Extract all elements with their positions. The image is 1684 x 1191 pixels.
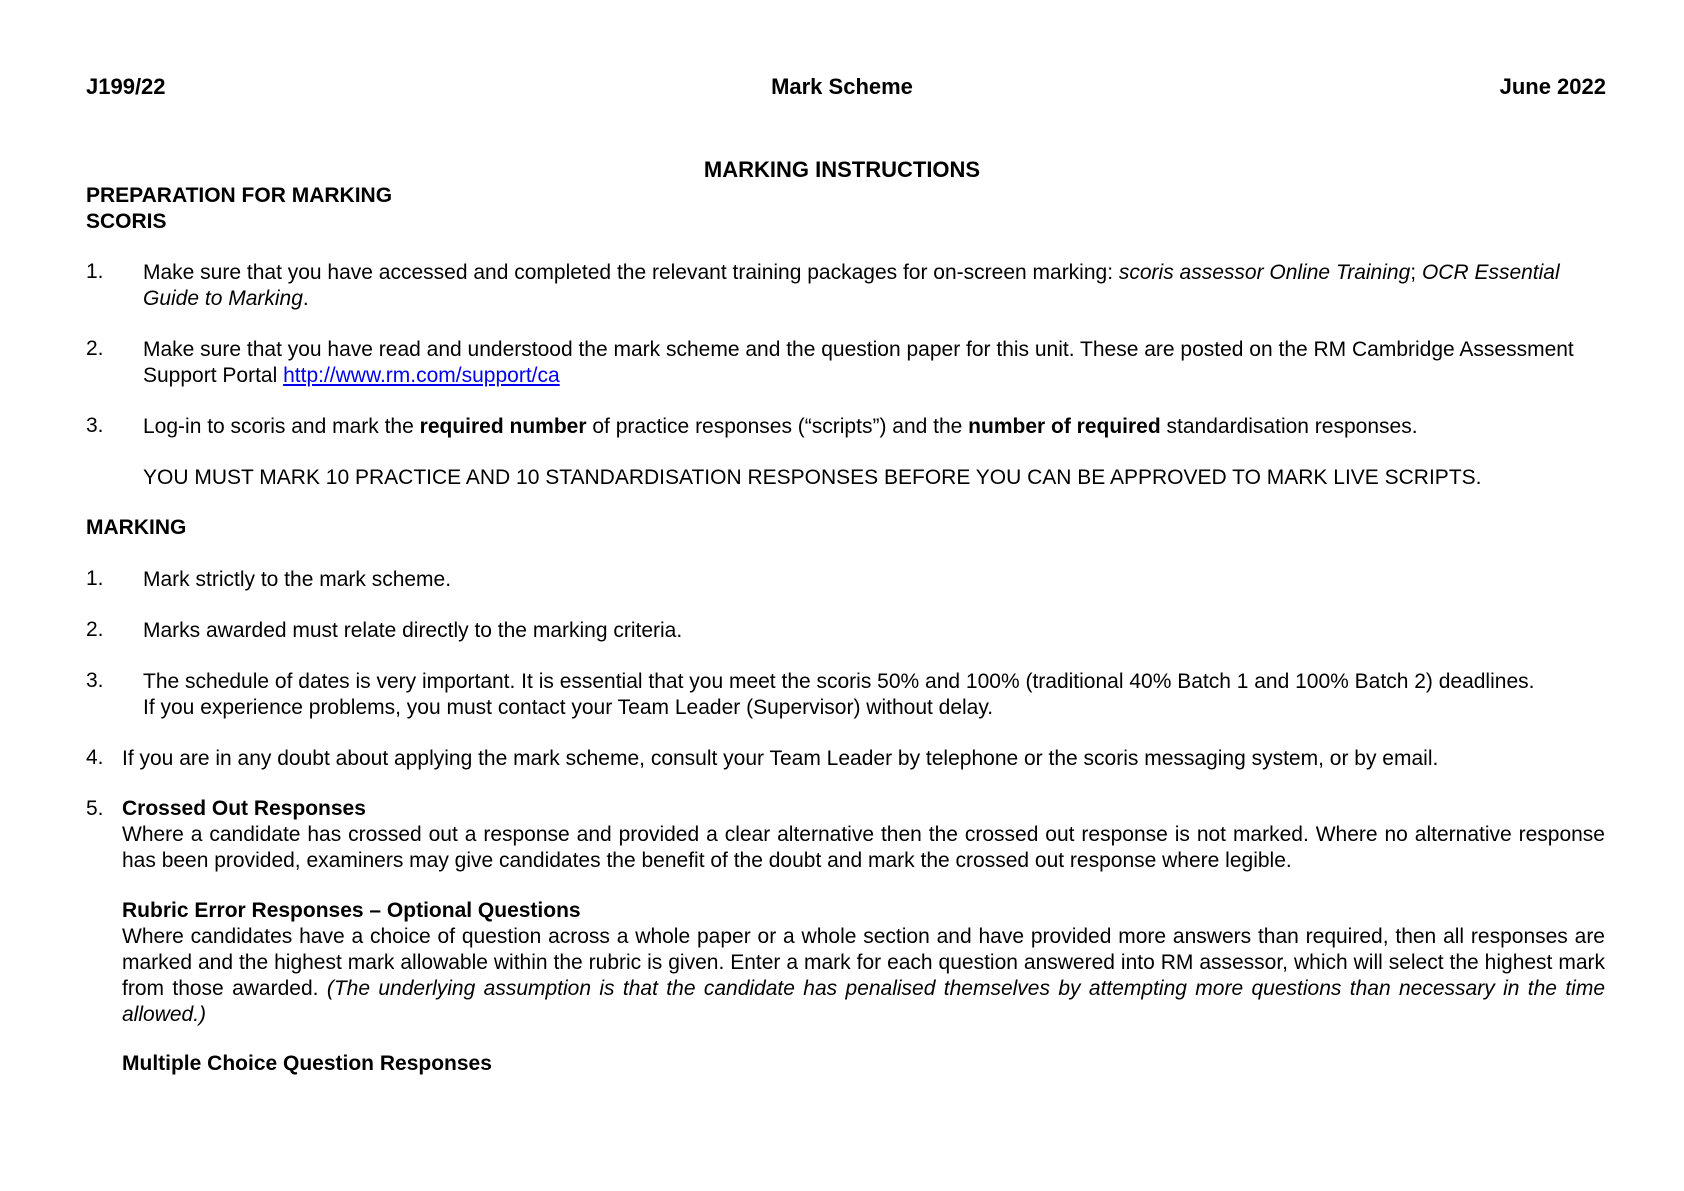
rubric-text: Where candidates have a choice of question across a whole paper or a whole section and have provided more answers than required, then all responses are marked and the highest mark allowable within the rubric is given. Enter a mark for each question answered into RM assessor, which will select the highest mark from those awarded. (The underlying assumption is that the candidate has penalised themselves by attempting more questions than necessary in the time allowed.) (122, 925, 1605, 1026)
marking-item-4-number: 4. (86, 746, 104, 769)
document-title: Mark Scheme (771, 74, 913, 99)
marking-item-1-text: Mark strictly to the mark scheme. (143, 568, 452, 591)
marking-item-1-number: 1. (86, 567, 104, 590)
prep-heading: PREPARATION FOR MARKING (86, 184, 393, 207)
prep-item-2-text: Make sure that you have read and understood the mark scheme and the question paper for this unit. These are posted on the RM Cambridge Assessment Support Portal http://www.rm.com/support/ca (143, 338, 1574, 387)
prep-item-3-note: YOU MUST MARK 10 PRACTICE AND 10 STANDARDISATION RESPONSES BEFORE YOU CAN BE APPROVED TO MARK LIVE SCRIPTS. (143, 466, 1482, 489)
mcq-heading: Multiple Choice Question Responses (122, 1052, 492, 1075)
marking-item-5-number: 5. (86, 797, 104, 820)
marking-item-2-text: Marks awarded must relate directly to the marking criteria. (143, 619, 683, 642)
marking-item-3-text: The schedule of dates is very important. It is essential that you meet the scoris 50% and 100% (traditional 40% Batch 1 and 100% Batch 2) deadlines. If you experience problems, you must contact your Team Leader (Supervisor) without delay. (143, 670, 1535, 719)
marking-item-3-number: 3. (86, 669, 104, 692)
rubric-heading: Rubric Error Responses – Optional Questions (122, 899, 581, 922)
prep-item-1-text: Make sure that you have accessed and completed the relevant training packages for on-screen marking: scoris assessor Online Training; OCR Essential Guide to Marking. (143, 261, 1560, 310)
marking-item-4-text: If you are in any doubt about applying the mark scheme, consult your Team Leader by telephone or the scoris messaging system, or by email. (122, 747, 1439, 770)
marking-item-2-number: 2. (86, 618, 104, 641)
scoris-heading: SCORIS (86, 210, 167, 233)
prep-item-3-text: Log-in to scoris and mark the required number of practice responses (“scripts”) and the number of required standardisation responses. (143, 415, 1418, 438)
document-date: June 2022 (1499, 74, 1606, 99)
support-portal-link[interactable]: http://www.rm.com/support/ca (283, 364, 560, 387)
prep-item-1-number: 1. (86, 260, 104, 283)
document-code: J199/22 (86, 74, 166, 99)
crossed-out-text: Where a candidate has crossed out a response and provided a clear alternative then the crossed out response is not marked. Where no alternative response has been provided, examiners may give candidates the benefit of the doubt and mark the crossed out response where legible. (122, 823, 1605, 872)
section-title: MARKING INSTRUCTIONS (703, 157, 981, 182)
marking-heading: MARKING (86, 516, 187, 539)
prep-item-3-number: 3. (86, 414, 104, 437)
prep-item-2-number: 2. (86, 337, 104, 360)
crossed-out-heading: Crossed Out Responses (122, 797, 366, 820)
